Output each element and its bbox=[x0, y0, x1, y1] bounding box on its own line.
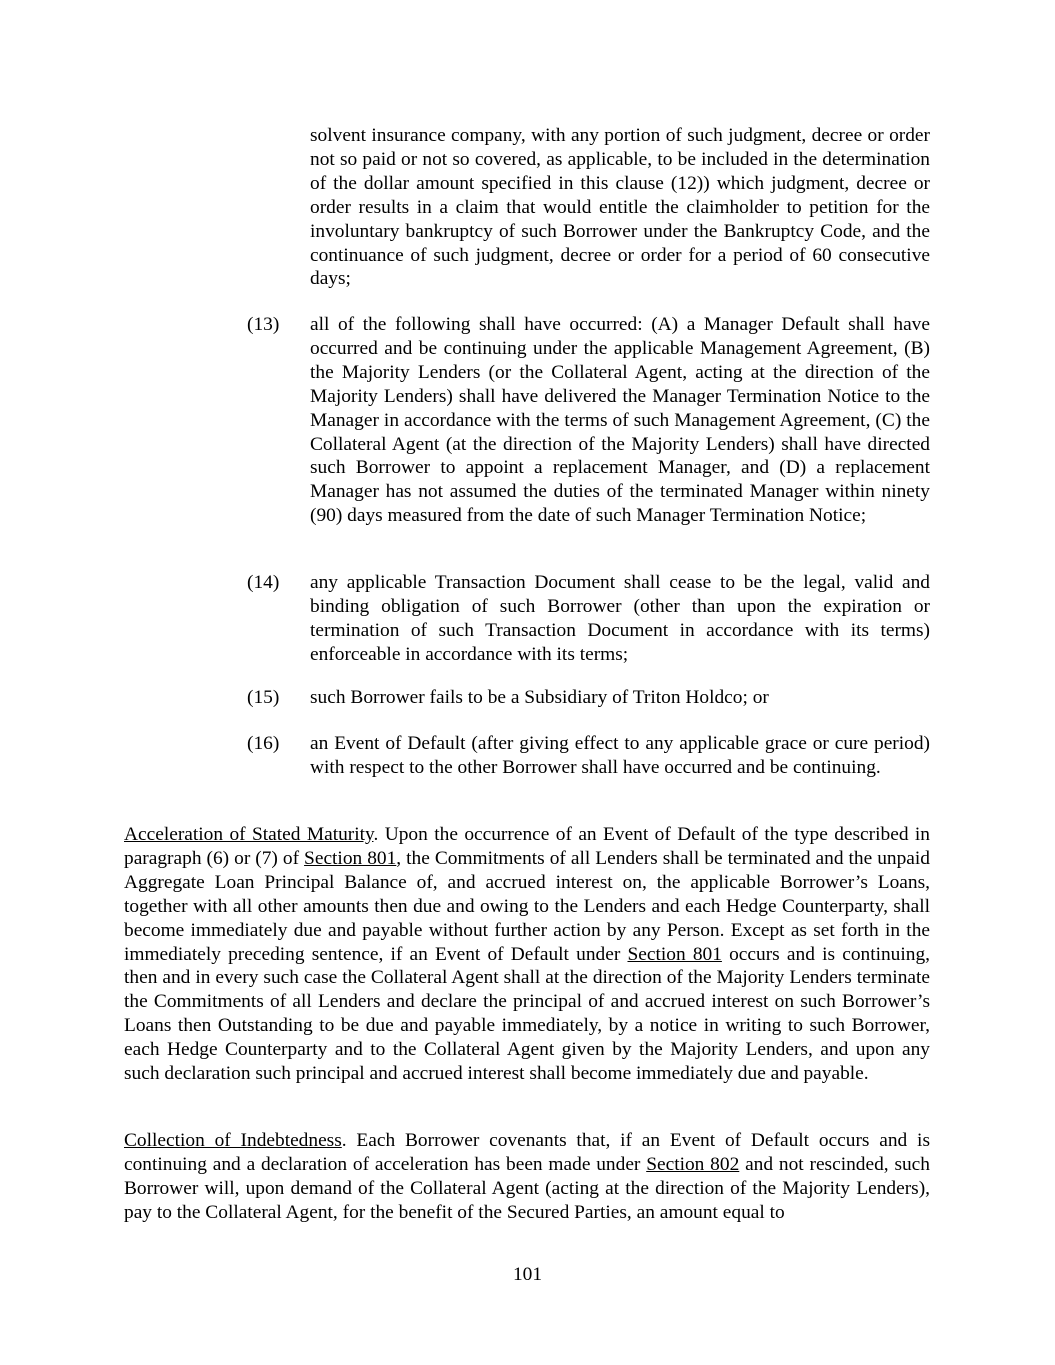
acceleration-text: occurs and is continuing, then and in every such case the Collateral Agent shall at the direction of the Majority Lenders terminate the Commitments of all Lenders and declare the principal of and accrued interest on such Borrower’s Loans then Outstanding to be due and payable immediately, by a notice in writing to such Borrower, each Hedge Counterparty and to the Collateral Agent given by the Majority Lenders, and upon any such declaration such principal and accrued interest shall become immediately due and payable. bbox=[124, 943, 930, 1085]
collection-text: . Each Borrower covenants that, if an Event of Default occurs and is continuing and a declaration of acceleration has been made under bbox=[124, 1130, 930, 1175]
clause-number: (14) bbox=[247, 572, 280, 593]
clause-15 bbox=[247, 686, 931, 710]
clause-14 bbox=[247, 571, 931, 667]
clause-text: all of the following shall have occurred: (A) a Manager Default shall have occurred and be continuing under the applicable Management Agreement, (B) the Majority Lenders (or the Collateral Agent, acting at the direction of the Majority Lenders) shall have delivered the Manager Termination Notice to the Manager in accordance with the terms of such Management Agreement, (C) the Collateral Agent (at the direction of the Majority Lenders) shall have directed such Borrower to appoint a replacement Manager, and (D) a replacement Manager has not assumed the duties of the terminated Manager within ninety (90) days measured from the date of such Manager Termination Notice; bbox=[310, 314, 930, 527]
acceleration-heading: Acceleration of Stated Maturity bbox=[124, 824, 374, 845]
clause-text: an Event of Default (after giving effect to any applicable grace or cure period) with respect to the other Borrower shall have occurred and be continuing. bbox=[310, 733, 930, 778]
collection-paragraph bbox=[124, 1129, 930, 1225]
acceleration-paragraph bbox=[124, 823, 930, 1086]
collection-heading: Collection of Indebtedness bbox=[124, 1130, 342, 1151]
section-801-reference: Section 801 bbox=[627, 943, 722, 965]
section-801-reference: Section 801 bbox=[304, 847, 397, 869]
clause-12-continuation: solvent insurance company, with any portion of such judgment, decree or order not so paid or not so covered, as applicable, to be included in the determination of the dollar amount specified in this clause (12)) which judgment, decree or order results in a claim that would entitle the claimholder to petition for the involuntary bankruptcy of such Borrower under the Bankruptcy Code, and the continuance of such judgment, decree or order for a period of 60 consecutive days; bbox=[310, 125, 930, 290]
page-number: 101 bbox=[512, 1264, 543, 1285]
clause-number: (13) bbox=[247, 314, 280, 335]
clause-16 bbox=[247, 732, 931, 780]
section-802-reference: Section 802 bbox=[646, 1153, 740, 1175]
clause-number: (15) bbox=[247, 687, 280, 708]
collection-text: and not rescinded, such Borrower will, upon demand of the Collateral Agent (acting at the direction of the Majority Lenders), pay to the Collateral Agent, for the benefit of the Secured Parties, an amount equal to bbox=[124, 1153, 930, 1223]
acceleration-text: . Upon the occurrence of an Event of Default of the type described in paragraph (6) or (7) of bbox=[124, 824, 930, 869]
clause-text: any applicable Transaction Document shall cease to be the legal, valid and binding obligation of such Borrower (other than upon the expiration or termination of such Transaction Document in accordance with its terms) enforceable in accordance with its terms; bbox=[310, 572, 930, 665]
clause-13 bbox=[247, 313, 931, 528]
clause-number: (16) bbox=[247, 733, 280, 754]
clause-text: such Borrower fails to be a Subsidiary of Triton Holdco; or bbox=[310, 687, 769, 708]
acceleration-text: , the Commitments of all Lenders shall be terminated and the unpaid Aggregate Loan Principal Balance of, and accrued interest on, the applicable Borrower’s Loans, together with all other amounts then due and owing to the Lenders and each Hedge Counterparty, shall become immediately due and payable without further action by any Person. Except as set forth in the immediately preceding sentence, if an Event of Default under bbox=[124, 847, 930, 965]
